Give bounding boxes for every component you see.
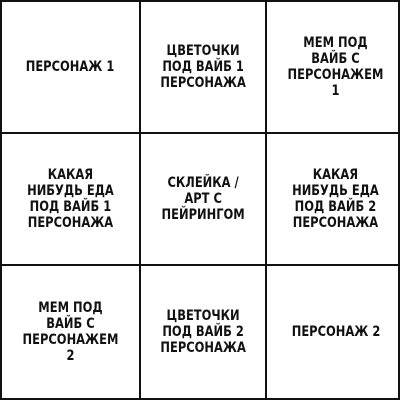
- cell-label: ЦВЕТОЧКИ ПОД ВАЙБ 2 ПЕРСОНАЖА: [160, 307, 246, 357]
- cell-label: ЦВЕТОЧКИ ПОД ВАЙБ 1 ПЕРСОНАЖА: [160, 42, 246, 92]
- cell-label: ПЕРСОНАЖ 1: [26, 58, 115, 75]
- grid-cell-1[interactable]: [2, 2, 141, 134]
- cell-label: СКЛЕЙКА / АРТ С ПЕЙРИНГОМ: [161, 174, 245, 224]
- cell-label: КАКАЯ НИБУДЬ ЕДА ПОД ВАЙБ 1 ПЕРСОНАЖА: [27, 166, 114, 232]
- grid-cell-9[interactable]: [267, 266, 400, 398]
- grid-cell-4[interactable]: [2, 134, 141, 266]
- cell-label: МЕМ ПОД ВАЙБ С ПЕРСОНАЖЕМ 1: [287, 34, 384, 100]
- grid-cell-6[interactable]: [267, 134, 400, 266]
- cell-label: ПЕРСОНАЖ 2: [291, 323, 380, 340]
- cell-label: МЕМ ПОД ВАЙБ С ПЕРСОНАЖЕМ 2: [22, 299, 119, 365]
- grid-cell-5[interactable]: [141, 134, 267, 266]
- grid-cell-2[interactable]: [141, 2, 267, 134]
- grid-cell-3[interactable]: [267, 2, 400, 134]
- grid-cell-8[interactable]: [141, 266, 267, 398]
- grid-cell-7[interactable]: [2, 266, 141, 398]
- cell-label: КАКАЯ НИБУДЬ ЕДА ПОД ВАЙБ 2 ПЕРСОНАЖА: [292, 166, 379, 232]
